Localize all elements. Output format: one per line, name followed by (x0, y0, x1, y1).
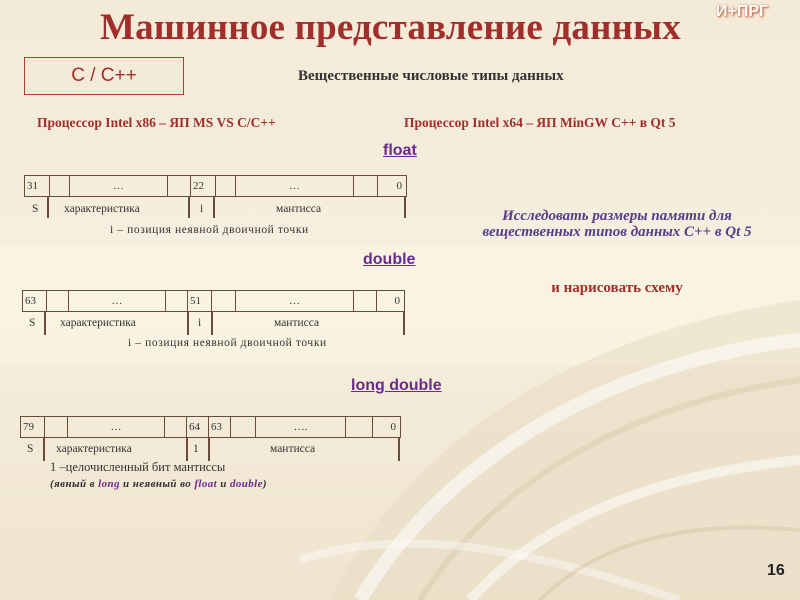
float-bit-cell: 22 (191, 176, 216, 197)
double-bit-cell: 51 (188, 291, 212, 312)
float-bit-cell: 31 (25, 176, 50, 197)
float-bit-cell (354, 176, 378, 197)
long-double-bit-cell: … (68, 417, 165, 438)
long-double-bit-cell: 79 (21, 417, 45, 438)
double-divider (187, 311, 189, 335)
note-text: и (217, 478, 230, 490)
float-divider (188, 196, 190, 218)
float-bit-cell (216, 176, 236, 197)
float-mantissa-label: мантисса (276, 203, 322, 215)
float-bit-cell: … (236, 176, 354, 197)
double-implicit-label: i (198, 317, 202, 329)
double-bit-cell: … (236, 291, 354, 312)
note-keyword-double: double (229, 478, 263, 490)
course-label: И+ПРГ (716, 3, 769, 20)
double-bit-cell (166, 291, 188, 312)
long-double-sign-label: S (27, 443, 34, 455)
long-double-divider (186, 437, 188, 461)
double-exponent-label: характеристика (60, 317, 136, 329)
long-double-mantissa-label: мантисса (270, 443, 316, 455)
note-text: ) (262, 478, 267, 490)
float-divider (47, 196, 49, 218)
long-double-bit-cell (165, 417, 187, 438)
long-double-bit-layout (20, 416, 401, 438)
double-bit-cell (47, 291, 69, 312)
long-double-bit-cell: …. (256, 417, 346, 438)
float-bit-row (25, 176, 407, 197)
float-bit-cell: 0 (378, 176, 407, 197)
float-bit-cell (168, 176, 191, 197)
long-double-bit-cell (346, 417, 373, 438)
float-divider (404, 196, 406, 218)
note-text: и неявный во (119, 478, 195, 490)
long-double-bit-cell (231, 417, 256, 438)
double-divider (211, 311, 213, 335)
long-double-bit-cell: 64 (187, 417, 209, 438)
double-bit-cell: … (69, 291, 166, 312)
double-divider (44, 311, 46, 335)
long-double-type-title: long double (351, 377, 442, 394)
float-implicit-label: i (200, 203, 204, 215)
double-bit-cell (212, 291, 236, 312)
double-sign-label: S (29, 317, 36, 329)
float-bit-layout (24, 175, 407, 197)
task-text: Исследовать размеры памяти для вещественных типов данных С++ в Qt 5 (482, 208, 752, 240)
long-double-exponent-label: характеристика (56, 443, 132, 455)
double-divider (403, 311, 405, 335)
long-double-bit-cell: 63 (209, 417, 231, 438)
double-bit-cell: 0 (377, 291, 405, 312)
long-double-divider (398, 437, 400, 461)
float-divider (213, 196, 215, 218)
processor-x64-label: Процессор Intel x64 – ЯП MinGW C++ в Qt 5 (404, 115, 676, 130)
note-keyword-float: float (194, 478, 218, 490)
double-bit-row (23, 291, 405, 312)
long-double-note: 1 –целочисленный бит мантиссы (50, 460, 226, 474)
long-double-bit-cell: 0 (373, 417, 401, 438)
float-bit-cell (50, 176, 70, 197)
double-bit-layout (22, 290, 405, 312)
float-type-title: float (383, 142, 417, 159)
double-type-title: double (363, 251, 416, 268)
double-bit-cell (354, 291, 377, 312)
long-double-integer-bit-label: 1 (193, 443, 199, 455)
double-note: i – позиция неявной двоичной точки (128, 337, 327, 349)
long-double-bit-row (21, 417, 401, 438)
float-note: i – позиция неявной двоичной точки (110, 224, 309, 236)
slide-title: Машинное представление данных (100, 7, 681, 48)
float-bit-cell: … (70, 176, 168, 197)
slide-subtitle: Вещественные числовые типы данных (298, 68, 564, 84)
double-mantissa-label: мантисса (274, 317, 320, 329)
page-number: 16 (767, 562, 785, 579)
task-draw-text: и нарисовать схему (551, 280, 683, 296)
float-exponent-label: характеристика (64, 203, 140, 215)
note-text: (явный в (50, 478, 99, 490)
float-sign-label: S (32, 203, 39, 215)
long-double-explicit-note (50, 478, 267, 490)
long-double-bit-cell (45, 417, 68, 438)
processor-x86-label: Процессор Intel x86 – ЯП MS VS C/C++ (37, 115, 276, 130)
long-double-divider (43, 437, 45, 461)
note-keyword-long: long (98, 478, 120, 490)
double-bit-cell: 63 (23, 291, 47, 312)
language-box: C / C++ (24, 57, 184, 95)
long-double-divider (208, 437, 210, 461)
